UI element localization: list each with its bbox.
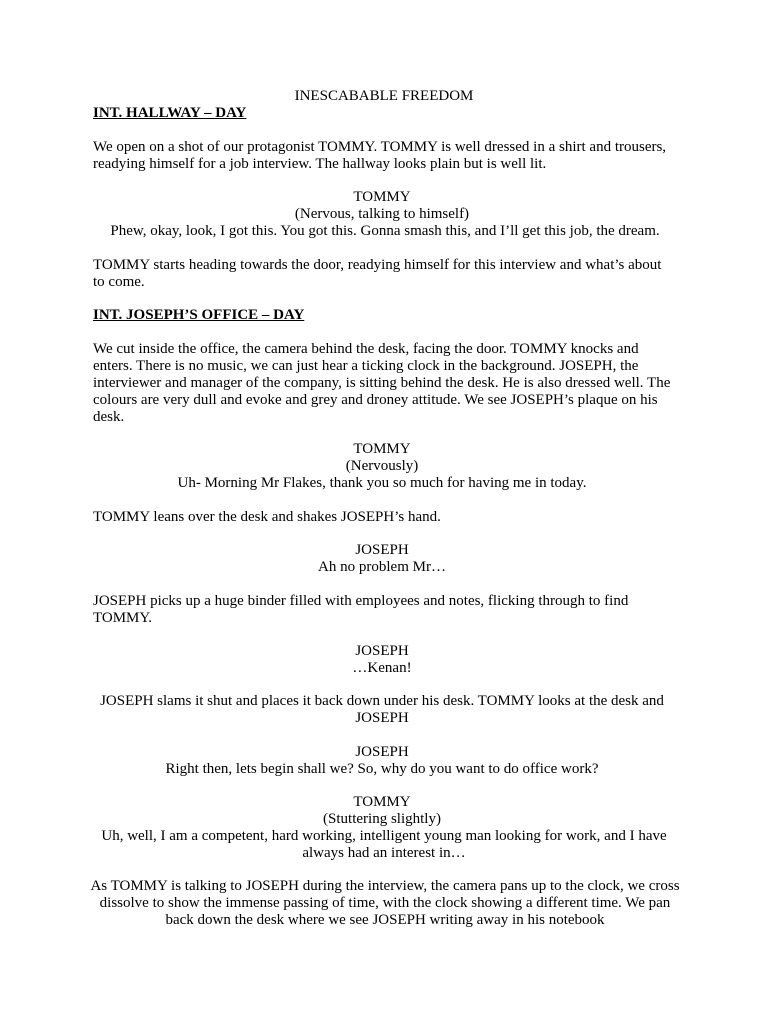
scene-heading-hallway: INT. HALLWAY – DAY	[93, 105, 247, 121]
character-name: TOMMY	[353, 189, 411, 205]
scene-heading-office: INT. JOSEPH’S OFFICE – DAY	[93, 307, 305, 323]
dialogue: Phew, okay, look, I got this. You got this. Gonna smash this, and I’ll get this job, the dream.	[110, 223, 660, 239]
action-paragraph: As TOMMY is talking to JOSEPH during the interview, the camera pans up to the clock, we cross dissolve to show the immense passing of time, with the clock showing a different time. We pan back down the desk where we see JOSEPH writing away in his notebook	[90, 878, 680, 928]
dialogue: …Kenan!	[352, 660, 412, 676]
action-paragraph: JOSEPH slams it shut and places it back down under his desk. TOMMY looks at the desk and JOSEPH	[100, 693, 664, 726]
dialogue: Uh- Morning Mr Flakes, thank you so much for having me in today.	[177, 475, 587, 491]
action-paragraph: We open on a shot of our protagonist TOMMY. TOMMY is well dressed in a shirt and trousers, readying himself for a job interview. The hallway looks plain but is well lit.	[93, 139, 667, 172]
character-name: TOMMY	[353, 794, 411, 810]
parenthetical: (Stuttering slightly)	[323, 811, 441, 827]
dialogue: Right then, lets begin shall we? So, why do you want to do office work?	[165, 761, 599, 777]
action-paragraph: TOMMY leans over the desk and shakes JOSEPH’s hand.	[93, 509, 441, 525]
character-name: JOSEPH	[355, 542, 409, 558]
parenthetical: (Nervously)	[345, 458, 419, 474]
character-name: JOSEPH	[355, 643, 409, 659]
character-name: TOMMY	[353, 441, 411, 457]
character-name: JOSEPH	[355, 744, 409, 760]
action-paragraph: We cut inside the office, the camera behind the desk, facing the door. TOMMY knocks and enters. There is no music, we can just hear a ticking clock in the background. JOSEPH, the interviewer and manager of the company, is sitting behind the desk. He is also dressed well. The colours are very dull and evoke and grey and droney attitude. We see JOSEPH’s plaque on his desk.	[93, 341, 671, 425]
dialogue: Ah no problem Mr…	[318, 559, 446, 575]
script-title: INESCABABLE FREEDOM	[294, 88, 474, 104]
action-paragraph: JOSEPH picks up a huge binder filled with employees and notes, flicking through to find TOMMY.	[93, 593, 629, 626]
parenthetical: (Nervous, talking to himself)	[294, 206, 470, 222]
dialogue: Uh, well, I am a competent, hard working, intelligent young man looking for work, and I have always had an interest in…	[101, 828, 667, 861]
action-paragraph: TOMMY starts heading towards the door, readying himself for this interview and what’s about to come.	[93, 257, 662, 290]
